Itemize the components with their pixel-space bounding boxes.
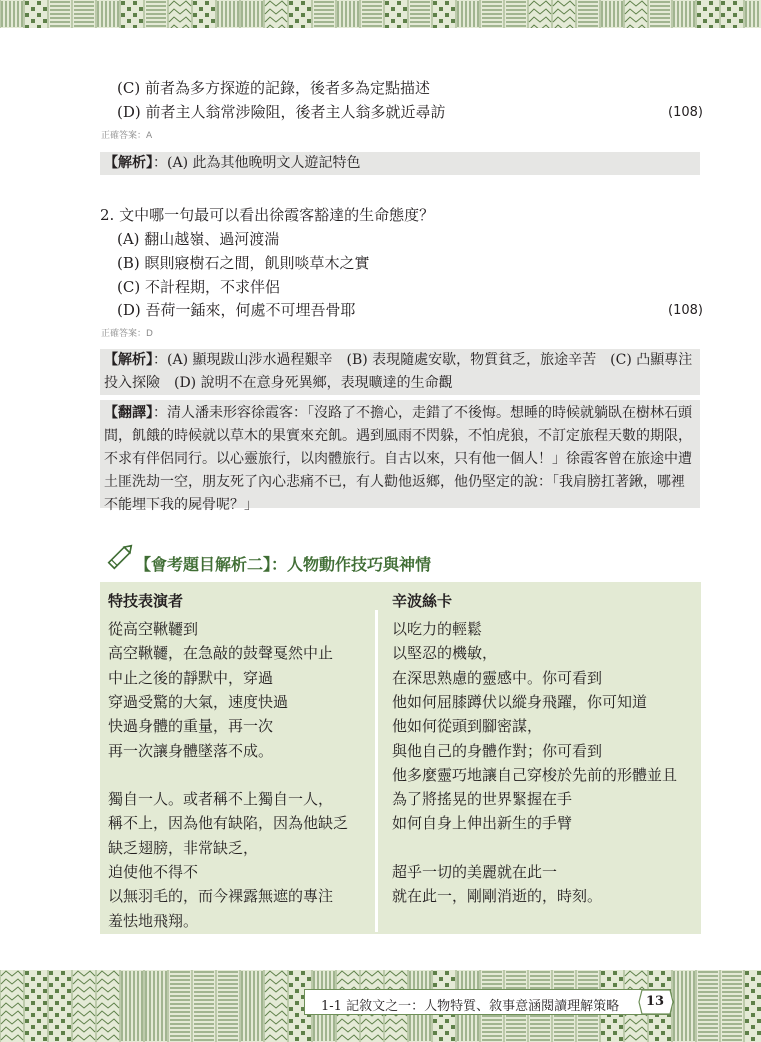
weave-block — [336, 0, 358, 28]
weave-block — [648, 0, 670, 28]
weave-block — [168, 970, 190, 1042]
q2-analysis-box — [100, 349, 700, 395]
left-poem-line: 快過身體的重量，再一次 — [108, 717, 274, 736]
left-poem-line: 迫使他不得不 — [108, 863, 199, 881]
weave-block — [216, 970, 238, 1042]
right-poem-line: 與他自己的身體作對；你可看到 — [392, 741, 603, 760]
weave-block — [72, 0, 94, 28]
weave-block — [168, 0, 191, 28]
weave-block — [192, 970, 214, 1042]
section-heading-text: 【會考題目解析二】：人物動作技巧與神情 — [135, 555, 432, 574]
weave-block — [48, 970, 71, 1042]
weave-block — [264, 0, 287, 28]
weave-block — [24, 970, 47, 1042]
analysis-label: 【解析】 — [104, 155, 153, 171]
weave-block — [96, 970, 119, 1042]
weave-block — [120, 0, 143, 28]
weave-block — [72, 970, 95, 1042]
left-poem-title: 特技表演者 — [108, 592, 184, 610]
weave-block — [288, 0, 311, 28]
weave-block — [312, 0, 334, 28]
weave-block — [480, 0, 502, 28]
weave-block — [552, 0, 575, 28]
weave-block — [720, 0, 743, 28]
q2-option-d: (D) 吾荷一鍤來，何處不可埋吾骨耶 — [117, 301, 356, 319]
weave-block — [0, 0, 22, 28]
weave-block — [672, 970, 694, 1042]
weave-block — [48, 0, 70, 28]
weave-block — [720, 970, 742, 1042]
q1-analysis-box — [100, 152, 700, 175]
left-poem-line: 羞怯地飛翔。 — [108, 911, 199, 930]
weave-block — [408, 0, 430, 28]
right-poem-line: 他如何從頭到腳密謀， — [392, 717, 543, 736]
q2-translation-text: ：清人潘耒形容徐霞客：「沒路了不擔心，走錯了不後悔。想睡的時候就躺臥在樹林石頭間，飢餓的時候就以草木的果實來充飢。遇到風雨不閃躲，不怕虎狼，不訂定旅程天數的期限，不求有伴侶同行。以心靈旅行，以肉體旅行。自古以來，只有他一個人！」徐霞客曾在旅途中遭土匪洗劫一空，朋友死了內心悲痛不已，有人勸他返鄉，他仍堅定的說：「我肩膀扛著鍬，哪裡不能埋下我的屍骨呢？」 — [104, 405, 692, 513]
left-poem-line: 從高空鞦韆到 — [108, 620, 199, 638]
left-poem-line: 缺乏翅膀，非常缺乏， — [108, 838, 259, 857]
left-poem-line: 以無羽毛的，而今裸露無遮的專注 — [108, 887, 334, 906]
left-poem-line: 中止之後的靜默中，穿過 — [108, 668, 274, 687]
q2-question: 2. 文中哪一句最可以看出徐霞客豁達的生命態度？ — [100, 206, 435, 224]
weave-block — [456, 0, 478, 28]
translation-label: 【翻譯】 — [104, 405, 153, 421]
right-poem-line: 如何自身上伸出新生的手臂 — [392, 814, 573, 833]
weave-block — [696, 970, 718, 1042]
q1-option-c: (C) 前者為多方探遊的記錄，後者多為定點描述 — [117, 79, 430, 97]
right-poem-line: 他如何屈膝蹲伏以縱身飛躍，你可知道 — [392, 692, 648, 711]
weave-block — [24, 0, 47, 28]
weave-block — [240, 0, 262, 28]
left-poem-line: 高空鞦韆，在急敲的鼓聲戛然中止 — [108, 644, 334, 663]
q2-option-a: (A) 翻山越嶺、過河渡湍 — [117, 230, 280, 248]
q2-analysis-text: ：(A) 顯現跋山涉水過程艱辛 (B) 表現隨處安歇，物質貧乏，旅途辛苦 (C) 凸顯專注投入探險 (D) 說明不在意身死異鄉，表現曠達的生命觀 — [104, 352, 693, 391]
q2-option-c: (C) 不計程期，不求伴侶 — [117, 278, 280, 296]
weave-block — [0, 970, 23, 1042]
weave-block — [144, 0, 166, 28]
right-poem-line: 就在此一，剛剛消逝的，時刻。 — [392, 887, 603, 906]
weave-block — [360, 0, 382, 28]
weave-block — [216, 0, 238, 28]
weave-block — [144, 970, 166, 1042]
section-heading — [103, 540, 703, 574]
left-poem-line: 獨自一人。或者稱不上獨自一人， — [108, 790, 334, 809]
analysis-label: 【解析】 — [104, 352, 153, 368]
left-poem-line: 稱不上，因為他有缺陷，因為他缺乏 — [108, 814, 349, 833]
weave-block — [576, 0, 598, 28]
weave-block — [672, 0, 694, 28]
q1-option-d: (D) 前者主人翁常涉險阻，後者主人翁多就近尋訪 — [117, 103, 446, 121]
weave-block — [384, 0, 407, 28]
weave-block — [192, 0, 215, 28]
right-poem-line: 在深思熟慮的靈感中。你可看到 — [392, 668, 603, 687]
right-poem-line: 為了將搖晃的世界緊握在手 — [392, 790, 573, 809]
weave-block — [696, 0, 719, 28]
q2-option-b: (B) 瞑則寢樹石之間，飢則啖草木之實 — [117, 254, 370, 272]
q2-translation-box — [100, 400, 700, 513]
weave-block — [744, 970, 761, 1042]
weave-block — [528, 0, 551, 28]
poem-panel — [100, 582, 701, 934]
top-decorative-band — [0, 0, 761, 28]
weave-block — [624, 0, 647, 28]
right-poem-line: 超乎一切的美麗就在此一 — [392, 863, 558, 881]
right-poem-line: 他多麼靈巧地讓自己穿梭於先前的形體並且 — [392, 765, 678, 784]
pencil-icon — [103, 540, 137, 574]
footer-chapter-box — [304, 989, 667, 1015]
left-poem-line: 穿過受驚的大氣，速度快過 — [108, 692, 289, 711]
left-poem-line: 再一次讓身體墜落不成。 — [108, 741, 274, 760]
column-divider — [375, 610, 378, 932]
woven-pattern-top — [0, 0, 761, 28]
weave-block — [504, 0, 526, 28]
q1-answer: 正確答案：A — [101, 131, 153, 141]
weave-block — [240, 970, 262, 1042]
weave-block — [744, 0, 761, 28]
q1-analysis-text: ：(A) 此為其他晚明文人遊記特色 — [153, 155, 361, 171]
weave-block — [96, 0, 118, 28]
footer-chapter-title: 1-1 記敘文之一：人物特質、敘事意涵閱讀理解策略 — [321, 999, 620, 1014]
weave-block — [600, 0, 622, 28]
q2-answer: 正確答案：D — [101, 329, 153, 339]
q1-year: (108) — [668, 105, 703, 120]
weave-block — [120, 970, 142, 1042]
right-poem-line: 以吃力的輕鬆 — [392, 620, 483, 638]
q2-year: (108) — [668, 303, 703, 318]
weave-block — [432, 0, 455, 28]
right-poem-line: 以堅忍的機敏， — [392, 644, 498, 663]
right-poem-title: 辛波絲卡 — [392, 592, 453, 610]
weave-block — [264, 970, 287, 1042]
page-number: 13 — [645, 994, 665, 1009]
